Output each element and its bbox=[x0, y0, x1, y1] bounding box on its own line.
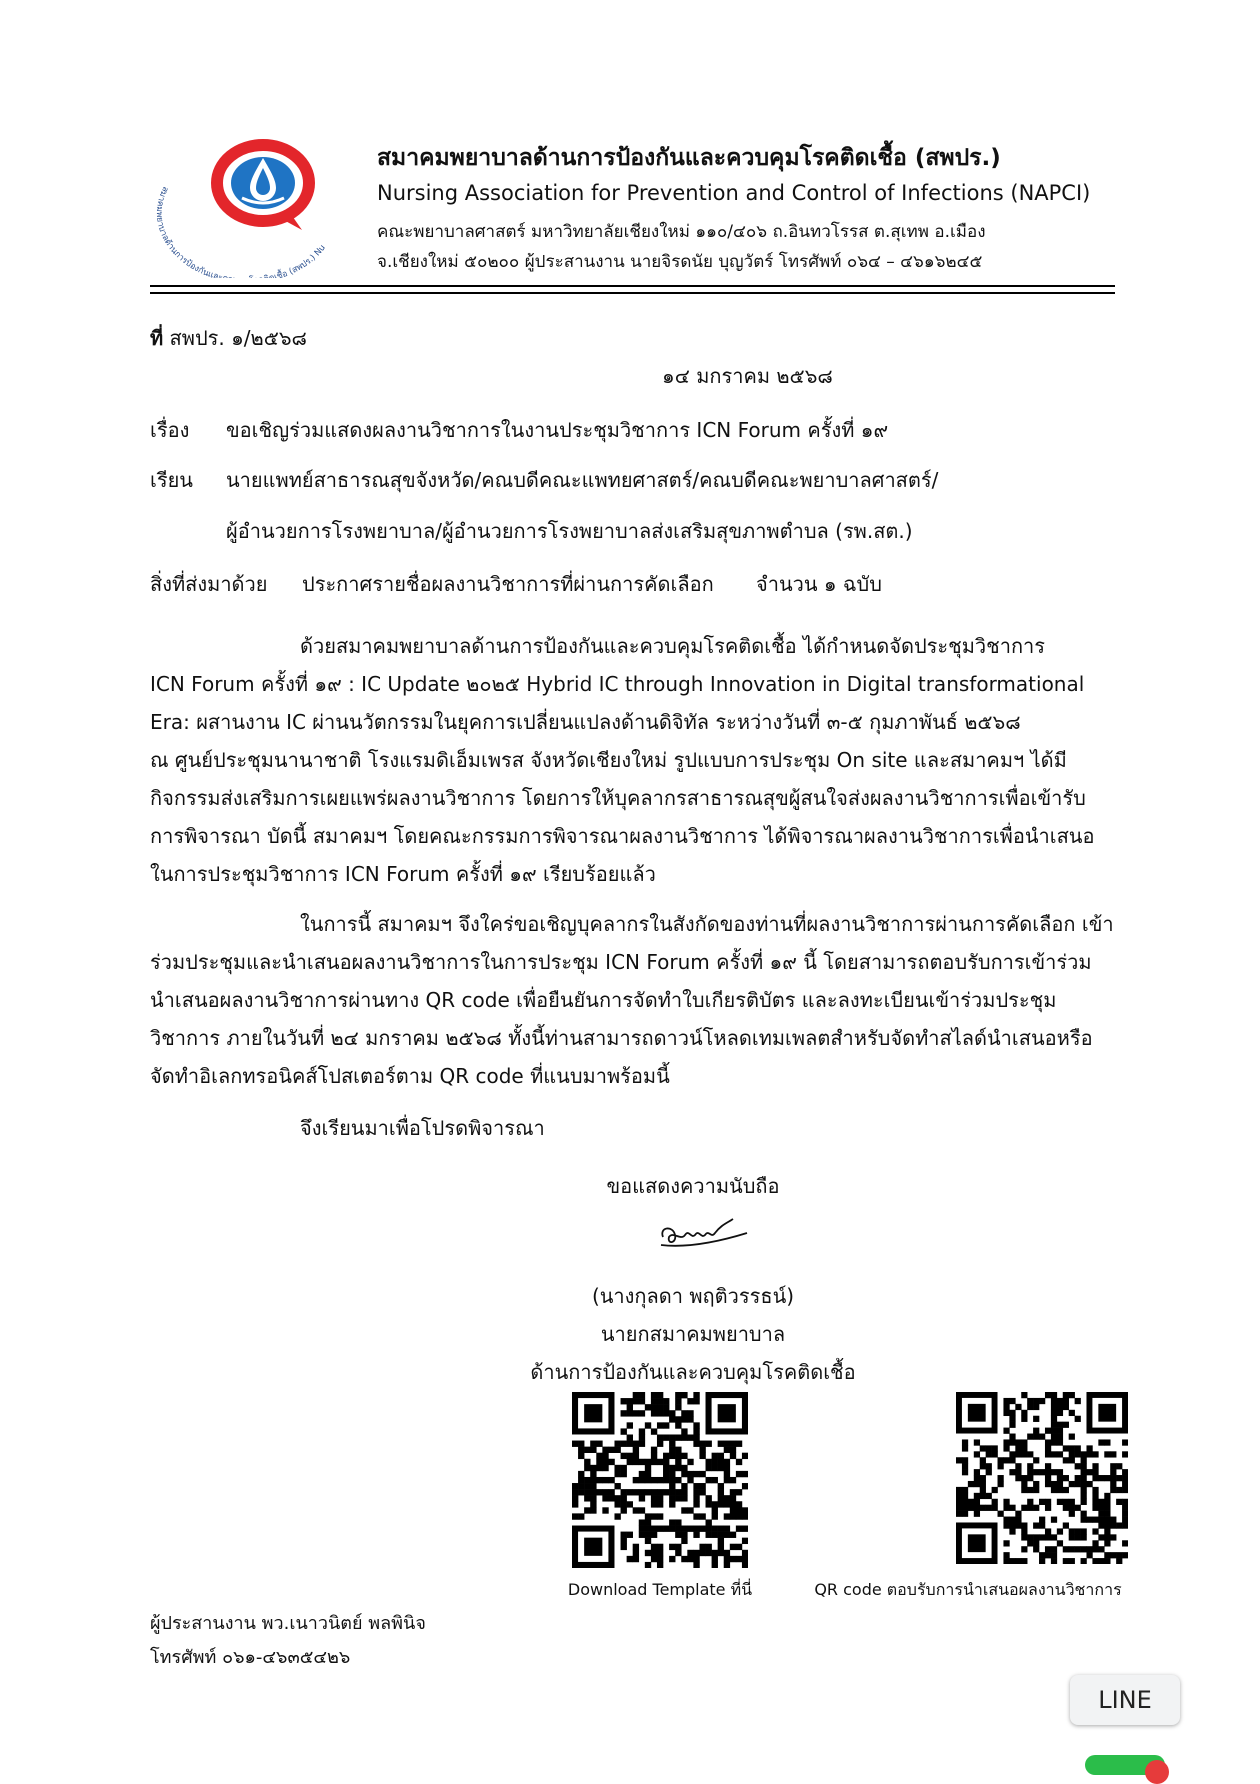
document-number bbox=[150, 322, 307, 354]
paragraph-line: ณ ศูนย์ประชุมนานาชาติ โรงแรมดิเอ็มเพรส จังหวัดเชียงใหม่ รูปแบบการประชุม On site และสมาคมฯ ได้มี bbox=[150, 748, 1067, 772]
signer-title-line-2: ด้านการป้องกันและควบคุมโรคติดเชื้อ bbox=[530, 1360, 856, 1384]
paragraph-line: ในการนี้ สมาคมฯ จึงใคร่ขอเชิญบุคลากรในสังกัดของท่านที่ผลงานวิชาการผ่านการคัดเลือก เข้า bbox=[300, 912, 1114, 936]
regards: ขอแสดงความนับถือ bbox=[606, 1174, 780, 1198]
napci-logo bbox=[150, 138, 380, 278]
paragraph-line: ร่วมประชุมและนำเสนอผลงานวิชาการในการประชุม ICN Forum ครั้งที่ ๑๙ นี้ โดยสามารถตอบรับการเข้าร่วม bbox=[150, 950, 1092, 974]
paragraph-line: จัดทำอิเลกทรอนิคส์โปสเตอร์ตาม QR code ที่แนบมาพร้อมนี้ bbox=[150, 1064, 670, 1088]
org-name-thai: สมาคมพยาบาลด้านการป้องกันและควบคุมโรคติดเชื้อ (สพปร.) bbox=[377, 145, 1001, 171]
org-address-line-2: จ.เชียงใหม่ ๕๐๒๐๐ ผู้ประสานงาน นายจิรดนัย บุญวัตร์ โทรศัพท์ ๐๖๔ – ๔๖๑๖๒๔๕ bbox=[377, 252, 983, 272]
napci-logo-graphic bbox=[150, 138, 380, 278]
closing-request: จึงเรียนมาเพื่อโปรดพิจารณา bbox=[300, 1116, 545, 1140]
line-notification-dot bbox=[1145, 1760, 1169, 1784]
paragraph-line: การพิจารณา บัดนี้ สมาคมฯ โดยคณะกรรมการพิจารณาผลงานวิชาการ ได้พิจารณาผลงานวิชาการเพื่อนำเสนอ bbox=[150, 824, 1095, 848]
enclosure-text: ประกาศรายชื่อผลงานวิชาการที่ผ่านการคัดเลือก bbox=[302, 572, 714, 596]
paragraph-line: นำเสนอผลงานวิชาการผ่านทาง QR code เพื่อยืนยันการจัดทำใบเกียรติบัตร และลงทะเบียนเข้าร่วมประชุม bbox=[150, 988, 1057, 1012]
paragraph-line: ในการประชุมวิชาการ ICN Forum ครั้งที่ ๑๙ เรียบร้อยแล้ว bbox=[150, 862, 656, 886]
header-rule-top bbox=[150, 285, 1115, 287]
paragraph-line: กิจกรรมส่งเสริมการเผยแพร่ผลงานวิชาการ โดยการให้บุคลากรสาธารณสุขผู้สนใจส่งผลงานวิชาการเพื่อเข้ารับ bbox=[150, 786, 1086, 810]
coordinator-name: ผู้ประสานงาน พว.เนาวนิตย์ พลพินิจ bbox=[150, 1613, 426, 1634]
recipient-line-1: นายแพทย์สาธารณสุขจังหวัด/คณบดีคณะแพทยศาสตร์/คณบดีคณะพยาบาลศาสตร์/ bbox=[226, 468, 939, 492]
org-name-english: Nursing Association for Prevention and Control of Infections (NAPCI) bbox=[377, 181, 1091, 205]
signer-title-line-1: นายกสมาคมพยาบาล bbox=[600, 1322, 786, 1346]
org-address-line-1: คณะพยาบาลศาสตร์ มหาวิทยาลัยเชียงใหม่ ๑๑๐/๔๐๖ ถ.อินทวโรรส ต.สุเทพ อ.เมือง bbox=[377, 222, 986, 242]
document-number-value: สพปร. ๑/๒๕๖๘ bbox=[169, 326, 307, 350]
paragraph-line: ด้วยสมาคมพยาบาลด้านการป้องกันและควบคุมโรคติดเชื้อ ได้กำหนดจัดประชุมวิชาการ bbox=[300, 634, 1046, 658]
recipient-line-2: ผู้อำนวยการโรงพยาบาล/ผู้อำนวยการโรงพยาบาลส่งเสริมสุขภาพตำบล (รพ.สต.) bbox=[226, 519, 913, 543]
handwritten-signature bbox=[655, 1215, 755, 1255]
recipient-label: เรียน bbox=[150, 468, 193, 492]
subject-label: เรื่อง bbox=[150, 418, 190, 442]
coordinator-phone: โทรศัพท์ ๐๖๑-๔๖๓๕๔๒๖ bbox=[150, 1647, 351, 1668]
letter-date: ๑๔ มกราคม ๒๕๖๘ bbox=[662, 364, 833, 388]
line-chat-button[interactable]: LINE bbox=[1070, 1675, 1180, 1725]
qr-code-download-template[interactable] bbox=[572, 1392, 748, 1568]
paragraph-line: Era: ผสานงาน IC ผ่านนวัตกรรมในยุคการเปลี่ยนแปลงด้านดิจิทัล ระหว่างวันที่ ๓-๕ กุมภาพันธ์ ๒๕๖๘ bbox=[150, 710, 1021, 734]
qr-caption-download: Download Template ที่นี่ bbox=[567, 1580, 753, 1599]
paragraph-line: วิชาการ ภายในวันที่ ๒๔ มกราคม ๒๕๖๘ ทั้งนี้ท่านสามารถดาวน์โหลดเทมเพลตสำหรับจัดทำสไลด์นำเสนอหรือ bbox=[150, 1026, 1093, 1050]
qr-caption-response: QR code ตอบรับการนำเสนอผลงานวิชาการ bbox=[814, 1580, 1122, 1599]
qr-code-response[interactable] bbox=[956, 1392, 1128, 1564]
subject-text: ขอเชิญร่วมแสดงผลงานวิชาการในงานประชุมวิชาการ ICN Forum ครั้งที่ ๑๙ bbox=[226, 418, 889, 442]
paragraph-line: ICN Forum ครั้งที่ ๑๙ : IC Update ๒๐๒๕ Hybrid IC through Innovation in Digital transformational bbox=[150, 672, 1085, 696]
logo-ring-text: สมาคมพยาบาลด้านการป้องกันและ เชื้อ (สพปร.) Nu bbox=[153, 184, 328, 278]
header-rule-bottom bbox=[150, 292, 1115, 294]
enclosure-label: สิ่งที่ส่งมาด้วย bbox=[150, 572, 268, 596]
enclosure-quantity: จำนวน ๑ ฉบับ bbox=[756, 572, 882, 596]
document-number-label: ที่ bbox=[150, 326, 164, 350]
signer-name: (นางกุลดา พฤติวรรธน์) bbox=[591, 1284, 795, 1308]
